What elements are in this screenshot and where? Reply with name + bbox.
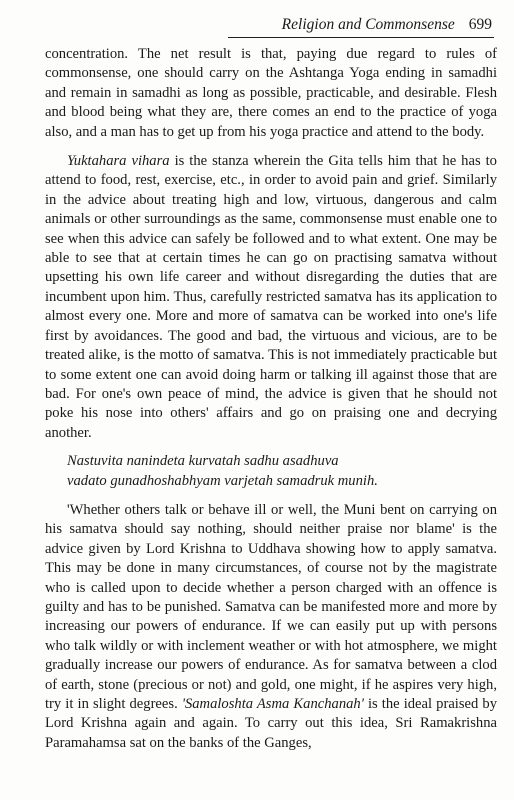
paragraph-2	[45, 152, 497, 443]
verse-line-2: vadato gunadhoshabhyam varjetah samadruk munih.	[67, 472, 378, 489]
page-number: 699	[468, 16, 492, 33]
paragraph-3	[45, 501, 497, 753]
body-text	[45, 45, 497, 753]
paragraph-3-text-b: is the ideal praised by Lord Krishna again and again. To carry out this idea, Sri Ramakrishna Paramahamsa sat on the banks of the Ganges,	[45, 696, 497, 751]
verse-line-1: Nastuvita nanindeta kurvatah sadhu asadhuva	[67, 453, 339, 470]
sanskrit-verse	[67, 452, 497, 491]
running-header	[282, 16, 492, 34]
paragraph-3-text-a: 'Whether others talk or behave ill or well, the Muni bent on carrying on his samatva should say nothing, should neither praise nor blame' is the advice given by Lord Krishna to Uddhava showing how to apply samatva. This may be done in many circumstances, of course not by the magistrate who is called upon to decide whether a person charged with an offence is guilty and has to be punished. Samatva can be manifested more and more by increasing our powers of endurance. If we can easily put up with persons who talk wildly or with inclement weather or with hot atmosphere, we might gradually increase our powers of endurance. As for samatva between a clod of earth, stone (precious or not) and gold, one might, if he aspires very high, try it in slight degrees.	[45, 501, 497, 712]
header-rule	[228, 37, 494, 38]
paragraph-2-text: is the stanza wherein the Gita tells him that he has to attend to food, rest, exercise, etc., in order to avoid pain and grief. Similarly in the advice about treating high and low, virtuous, dangerous and calm animals or other surroundings as the same, commonsense must enable one to see when this advice can safely be followed and to what extent. One may be able to see that at certain times he can go on practising samatva without upsetting his own life career and without disregarding the duties that are incumbent upon him. Thus, carefully restricted samatva has its application to almost every one. More and more of samatva can be worked into one's life first by avoidances. The good and bad, the virtuous and vicious, are to be treated alike, is the motto of samatva. This is not immediately practicable but to some extent one can avoid doing harm or talking ill against those that are bad. For one's own peace of mind, the advice is given that he should not poke his nose into others' affairs and go on praising one and decrying another.	[45, 153, 497, 441]
paragraph-3-italic-quote: 'Samaloshta Asma Kanchanah'	[181, 696, 364, 712]
paragraph-1: concentration. The net result is that, paying due regard to rules of commonsense, one should carry on the Ashtanga Yoga ending in samadhi and remain in samadhi as long as possible, practicable, and desirable. Flesh and blood being what they are, there comes an end to the practice of yoga also, and a man has to get up from his yoga practice and attend to the body.	[45, 46, 497, 140]
paragraph-2-italic-lead: Yuktahara vihara	[67, 153, 170, 170]
running-title: Religion and Commonsense	[281, 16, 455, 33]
